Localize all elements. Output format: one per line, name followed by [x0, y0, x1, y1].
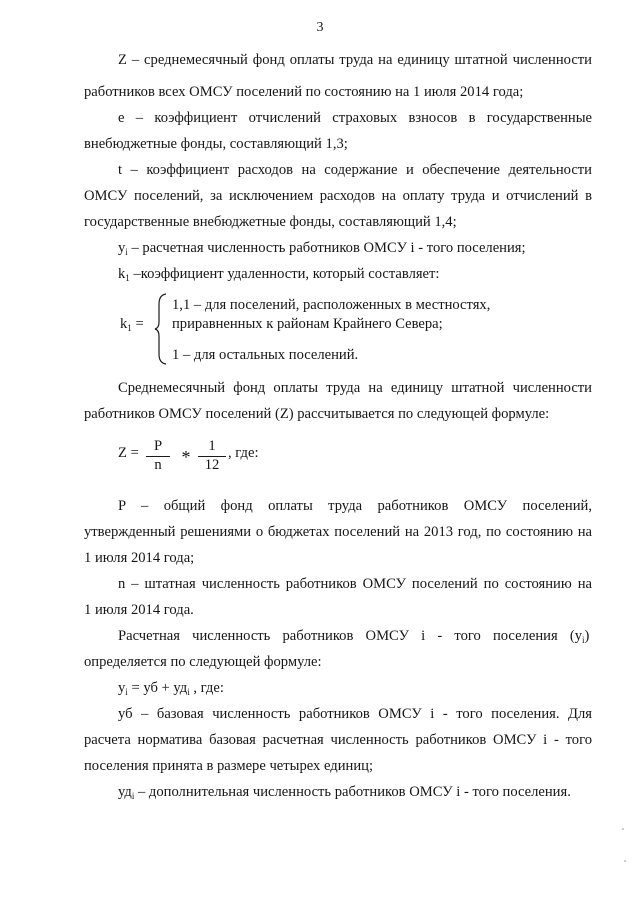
yi-formula — [118, 680, 592, 701]
k1-definition — [118, 266, 592, 287]
n-definition-line-1: n – штатная численность работников ОМСУ поселений по состоянию на — [118, 576, 592, 592]
k1-cases-subscript: 1 — [127, 323, 132, 333]
scan-speck — [622, 828, 624, 830]
k1-symbol: k — [118, 266, 126, 282]
yi-intro-subscript: i — [582, 635, 585, 645]
e-definition-line-2: внебюджетные фонды, составляющий 1,3; — [84, 136, 348, 152]
z-formula-lhs: Z = — [118, 445, 139, 461]
k1-case-1-line-1: 1,1 – для поселений, расположенных в местностях, — [172, 297, 491, 313]
n-definition-line-2: 1 июля 2014 года. — [84, 602, 194, 618]
yi-intro-line-2: определяется по следующей формуле: — [84, 654, 322, 670]
z-formula-numerator-1: P — [153, 438, 163, 454]
yi-intro-close-paren: ) — [584, 628, 590, 644]
yi-definition-text: – расчетная численность работников ОМСУ i - того поселения; — [127, 240, 526, 256]
yi-intro-line-1 — [118, 628, 592, 649]
yi-subscript: i — [125, 247, 128, 257]
udi-symbol: уд — [118, 784, 132, 800]
ub-definition-line-3: поселения принята в размере четырех единиц; — [84, 758, 374, 774]
yi-definition — [118, 240, 592, 261]
k1-case-2: 1 – для остальных поселений. — [172, 347, 359, 363]
yi-formula-mid-subscript: i — [187, 687, 190, 697]
k1-cases-equals: = — [135, 316, 144, 332]
k1-subscript: 1 — [125, 273, 130, 283]
z-formula-intro-line-1: Среднемесячный фонд оплаты труда на единицу штатной численности — [118, 380, 592, 396]
yi-intro-text: Расчетная численность работников ОМСУ i - того поселения (y — [118, 628, 582, 644]
k1-cases-lhs — [120, 316, 180, 337]
z-formula-numerator-2: 1 — [208, 438, 216, 454]
ub-definition-line-2: расчета норматива базовая расчетная численность работников ОМСУ i - того — [84, 732, 592, 748]
yi-formula-lhs: y — [118, 680, 126, 696]
udi-definition-text: – дополнительная численность работников ОМСУ i - того поселения. — [134, 784, 571, 800]
udi-subscript: i — [131, 791, 135, 801]
page-number: 3 — [316, 20, 324, 35]
udi-definition — [118, 784, 592, 805]
t-definition-line-1: t – коэффициент расходов на содержание и обеспечение деятельности — [118, 162, 592, 178]
t-definition-line-3: государственные внебюджетные фонды, составляющий 1,4; — [84, 214, 457, 230]
z-formula-operator: * — [181, 447, 191, 467]
p-definition-line-2: утвержденный решениями о бюджетах поселений на 2013 год, по состоянию на — [84, 524, 592, 540]
p-definition-line-1: P – общий фонд оплаты труда работников ОМСУ поселений, — [118, 498, 592, 514]
yi-formula-mid: = уб + уд — [127, 680, 188, 696]
left-brace-icon — [154, 292, 170, 366]
k1-cases-symbol: k — [120, 316, 128, 332]
z-formula-denominator-1: n — [154, 457, 162, 473]
e-definition-line-1: е – коэффициент отчислений страховых взносов в государственные — [118, 110, 592, 126]
z-formula-intro-line-2: работников ОМСУ поселений (Z) рассчитывается по следующей формуле: — [84, 406, 550, 422]
p-definition-line-3: 1 июля 2014 года; — [84, 550, 195, 566]
z-definition-line-1: Z – среднемесячный фонд оплаты труда на единицу штатной численности — [118, 52, 592, 68]
k1-case-1-line-2: приравненных к районам Крайнего Севера; — [172, 316, 443, 332]
t-definition-line-2: ОМСУ поселений, за исключением расходов на оплату труда и отчислений в — [84, 188, 592, 204]
scan-speck — [624, 860, 626, 862]
yi-formula-lhs-subscript: i — [125, 687, 128, 697]
z-formula-tail: , где: — [228, 445, 259, 461]
z-formula-denominator-2: 12 — [204, 457, 220, 473]
yi-symbol: y — [118, 240, 126, 256]
yi-formula-tail: , где: — [189, 680, 224, 696]
z-definition-line-2: работников всех ОМСУ поселений по состоянию на 1 июля 2014 года; — [84, 84, 524, 100]
ub-definition-line-1: уб – базовая численность работников ОМСУ i - того поселения. Для — [118, 706, 592, 722]
k1-definition-text: –коэффициент удаленности, который составляет: — [129, 266, 440, 282]
